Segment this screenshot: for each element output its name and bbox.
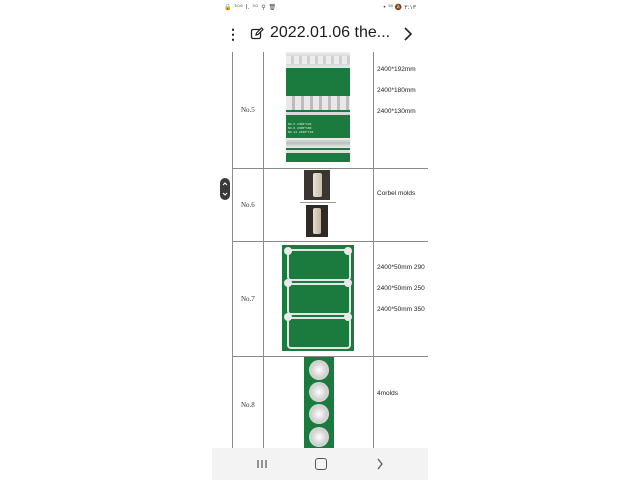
row-number: No.6 [241,201,255,209]
table-row [233,169,428,242]
status-left-icons: 🔒 ⁵⁰⁶ ⅼ. ⁵ᴳ ⚲ 🗑 [224,4,277,11]
description-line: 4molds [377,390,398,397]
product-table [232,52,428,448]
description-line: 2400*50mm 250 [377,285,425,292]
description-line: 2400*192mm [377,66,416,73]
phone-screen [212,0,428,480]
table-row [233,52,428,169]
divider [300,202,336,203]
description-line: 2400*50mm 350 [377,306,425,313]
chevron-up-icon [222,181,228,187]
row-number: No.8 [241,401,255,409]
row-description-cell [374,169,428,241]
more-vert-icon[interactable]: ⋮ [226,26,240,42]
row-description-cell [374,52,428,168]
status-right-icons: • ⁵⁰ 🔕 ٣:١٣ [382,4,416,11]
row-description-cell [374,357,428,448]
app-bar [212,16,428,52]
back-icon[interactable] [376,458,384,470]
frame-molds-image [282,245,354,351]
image-caption: NO.6 2400*180 [288,126,312,130]
fast-scroll-handle[interactable] [220,178,230,200]
row-number-cell [233,169,264,241]
row-image-cell [264,52,374,168]
recents-icon[interactable] [256,459,268,469]
image-caption: NO.12 2400*130 [288,130,314,134]
table-row [233,242,428,357]
medallion-molds-image [304,357,334,448]
description-line: Corbel molds [377,190,416,197]
image-caption: NO.5 2400*192 [288,122,312,126]
description-line: 2400*130mm [377,108,416,115]
row-number: No.5 [241,106,255,114]
chevron-right-icon[interactable] [402,25,414,43]
row-number-cell [233,357,264,448]
row-number-cell [233,242,264,356]
row-image-cell [264,169,374,241]
document-title: 2022.01.06 the... [270,24,391,41]
row-image-cell [264,242,374,356]
row-description-cell [374,242,428,356]
row-image-cell [264,357,374,448]
corbel-mold-photo-top [304,170,330,200]
row-number-cell [233,52,264,168]
chevron-down-icon [222,191,228,197]
document-content[interactable] [212,52,428,448]
cornice-molds-image [286,52,350,162]
edit-icon[interactable] [250,27,264,41]
description-line: 2400*180mm [377,87,416,94]
home-icon[interactable] [315,458,327,470]
status-bar [212,0,428,16]
description-line: 2400*50mm 290 [377,264,425,271]
corbel-mold-photo-bottom [306,205,328,237]
table-row [233,357,428,448]
navigation-bar [212,448,428,480]
row-number: No.7 [241,295,255,303]
